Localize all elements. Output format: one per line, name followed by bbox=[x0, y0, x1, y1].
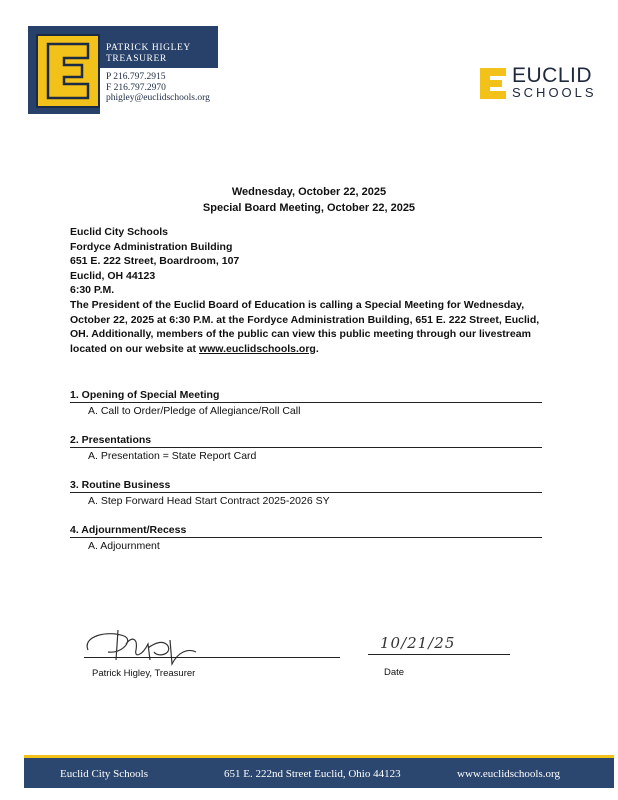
section-item-opening: A. Call to Order/Pledge of Allegiance/Roll Call bbox=[88, 405, 301, 417]
section-heading-opening: 1. Opening of Special Meeting bbox=[70, 389, 542, 403]
euclid-e-logo bbox=[36, 34, 100, 108]
date-label: Date bbox=[384, 667, 405, 678]
announcement-end: . bbox=[315, 342, 319, 355]
announcement-text: The President of the Euclid Board of Education is calling a Special Meeting for Wednesday, October 22, 2025 at 6:30 P.M. at the Fordyce Administration Building, 651 E. 222 Street, Euclid, OH. Additionally, members of the public can view this public meeting through our livestream located on our website at bbox=[70, 298, 540, 355]
brand-euclid: EUCLID bbox=[512, 64, 593, 87]
signature-label: Patrick Higley, Treasurer bbox=[92, 668, 196, 679]
meeting-date-title: Wednesday, October 22, 2025 bbox=[231, 186, 387, 198]
handwritten-date: 10/21/25 bbox=[380, 634, 456, 652]
announcement-paragraph bbox=[70, 298, 550, 356]
section-item-presentations: A. Presentation = State Report Card bbox=[88, 450, 257, 462]
treasurer-name: PATRICK HIGLEY bbox=[106, 43, 191, 53]
signature-line bbox=[84, 657, 340, 658]
meeting-time: 6:30 P.M. bbox=[70, 284, 115, 297]
treasurer-role: TREASURER bbox=[106, 54, 167, 64]
footer-org: Euclid City Schools bbox=[60, 768, 148, 780]
meeting-details bbox=[70, 225, 550, 356]
section-heading-routine: 3. Routine Business bbox=[70, 479, 542, 493]
brand-schools: SCHOOLS bbox=[512, 85, 597, 100]
section-heading-presentations: 2. Presentations bbox=[70, 434, 542, 448]
org-name: Euclid City Schools bbox=[70, 226, 169, 238]
brand-e-logo-icon bbox=[478, 66, 508, 101]
website-link[interactable]: www.euclidschools.org bbox=[198, 342, 316, 355]
date-line bbox=[368, 654, 510, 655]
city-address: Euclid, OH 44123 bbox=[70, 269, 156, 282]
header-contact-block bbox=[106, 72, 210, 104]
meeting-name-title: Special Board Meeting, October 22, 2025 bbox=[202, 202, 416, 214]
section-item-adjournment: A. Adjournment bbox=[88, 540, 160, 552]
header-name-block bbox=[106, 43, 191, 65]
treasurer-signature bbox=[78, 626, 208, 670]
footer-website[interactable]: www.euclidschools.org bbox=[457, 768, 560, 780]
footer-address: 651 E. 222nd Street Euclid, Ohio 44123 bbox=[224, 768, 401, 780]
phone-number: P 216.797.2915 bbox=[106, 72, 166, 82]
section-heading-adjournment: 4. Adjournment/Recess bbox=[70, 524, 542, 538]
email-address[interactable]: phigley@euclidschools.org bbox=[106, 93, 210, 103]
street-address: 651 E. 222 Street, Boardroom, 107 bbox=[70, 255, 240, 268]
building-name: Fordyce Administration Building bbox=[70, 240, 233, 253]
e-letter-icon bbox=[42, 40, 94, 102]
section-item-routine: A. Step Forward Head Start Contract 2025-2026 SY bbox=[88, 495, 330, 507]
fax-number: F 216.797.2970 bbox=[106, 82, 166, 93]
